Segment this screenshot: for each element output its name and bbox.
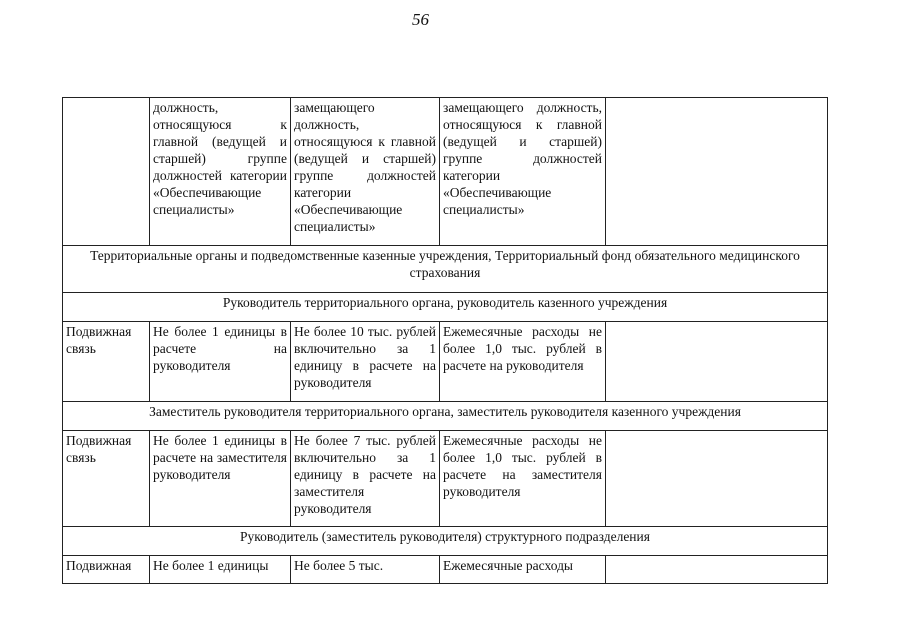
table-cell: Подвижная [63,556,150,584]
table-cell: должность, относящуюся к главной (ведущей и старшей) группе должностей категории «Обеспечивающие специалисты» [150,98,291,246]
table-cell: Ежемесячные расходы не более 1,0 тыс. рублей в расчете на руководителя [440,322,606,402]
table-row [63,556,828,584]
table-cell [606,556,828,584]
page-number: 56 [412,10,429,29]
group-heading-row [63,293,828,322]
table-cell [63,98,150,246]
norms-table [62,97,828,584]
group-heading: Руководитель территориального органа, руководитель казенного учреждения [63,293,828,322]
table-cell: замещающего должность, относящуюся к главной (ведущей и старшей) группе должностей категории «Обеспечивающие специалисты» [291,98,440,246]
section-heading: Территориальные органы и подведомственные казенные учреждения, Территориальный фонд обязательного медицинского страхования [63,246,828,293]
table-cell [606,98,828,246]
group-heading: Заместитель руководителя территориального органа, заместитель руководителя казенного учреждения [63,402,828,431]
table-cell: Не более 1 единицы в расчете на заместителя руководителя [150,431,291,527]
table-cell: Не более 7 тыс. рублей включительно за 1 единицу в расчете на заместителя руководителя [291,431,440,527]
table-cell: Не более 5 тыс. [291,556,440,584]
table-cell [606,322,828,402]
table-cell: Подвижная связь [63,322,150,402]
group-heading: Руководитель (заместитель руководителя) структурного подразделения [63,527,828,556]
table-cell: Подвижная связь [63,431,150,527]
group-heading-row [63,527,828,556]
table-row [63,322,828,402]
table-cell [606,431,828,527]
section-row [63,246,828,293]
table-cell: замещающего должность, относящуюся к главной (ведущей и старшей) группе должностей категории «Обеспечивающие специалисты» [440,98,606,246]
table-cell: Ежемесячные расходы [440,556,606,584]
table-cell: Не более 10 тыс. рублей включительно за 1 единицу в расчете на руководителя [291,322,440,402]
group-heading-row [63,402,828,431]
table-cell: Не более 1 единицы [150,556,291,584]
table-row [63,431,828,527]
table-cell: Не более 1 единицы в расчете на руководителя [150,322,291,402]
table-cell: Ежемесячные расходы не более 1,0 тыс. рублей в расчете на заместителя руководителя [440,431,606,527]
table-row [63,98,828,246]
